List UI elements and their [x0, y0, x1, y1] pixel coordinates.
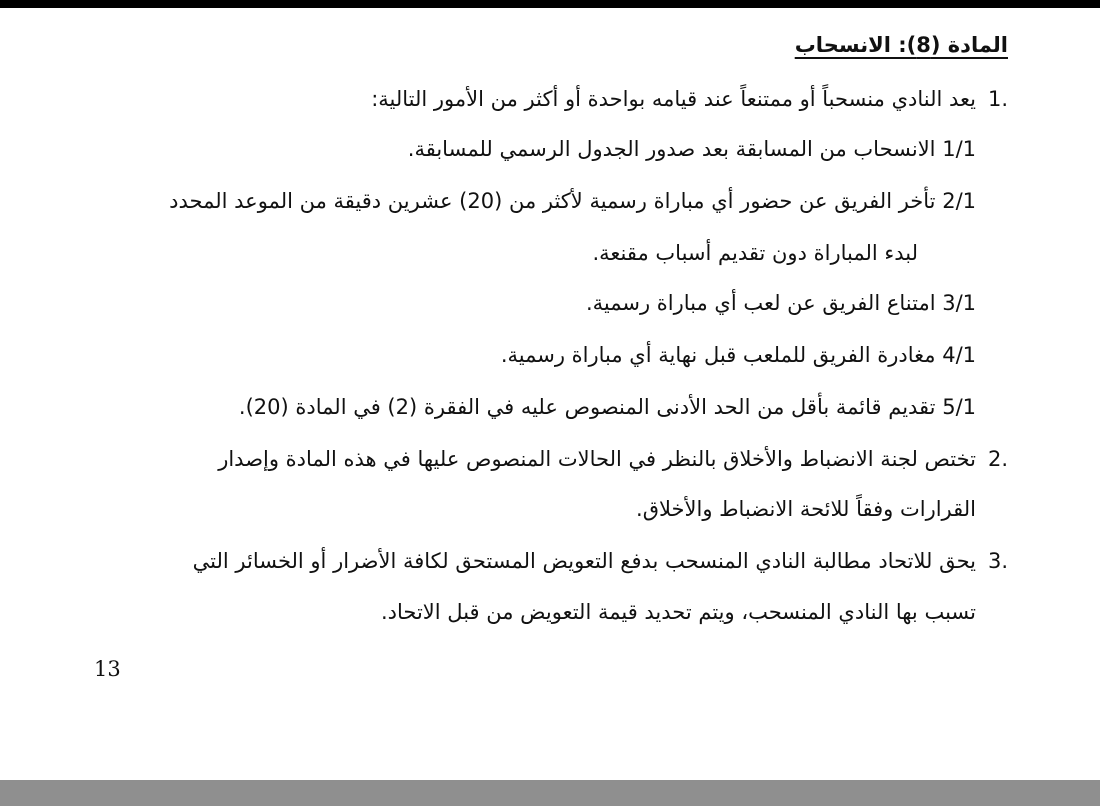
item-3-number: 3.	[988, 549, 1009, 573]
item-1-text: يعد النادي منسحباً أو ممتنعاً عند قيامه بواحدة أو أكثر من الأمور التالية:	[371, 87, 976, 111]
subitem-5-1: 5/1 تقديم قائمة بأقل من الحد الأدنى المنصوص عليه في الفقرة (2) في المادة (20).	[238, 395, 976, 419]
item-3-line-1: يحق للاتحاد مطالبة النادي المنسحب بدفع التعويض المستحق لكافة الأضرار أو الخسائر التي	[192, 549, 976, 573]
item-2-line-2: القرارات وفقاً للائحة الانضباط والأخلاق.	[636, 497, 976, 521]
subitem-2-1-line-2: لبدء المباراة دون تقديم أسباب مقنعة.	[592, 241, 918, 265]
subitem-3-1: 3/1 امتناع الفريق عن لعب أي مباراة رسمية.	[585, 291, 976, 315]
item-2-line-1: تختص لجنة الانضباط والأخلاق بالنظر في الحالات المنصوص عليها في هذه المادة وإصدار	[218, 447, 976, 471]
page-number: 13	[94, 657, 121, 681]
item-3-line-2: تسبب بها النادي المنسحب، ويتم تحديد قيمة التعويض من قبل الاتحاد.	[380, 600, 976, 624]
subitem-2-1-line-1: 2/1 تأخر الفريق عن حضور أي مباراة رسمية لأكثر من (20) عشرين دقيقة من الموعد المحدد	[169, 189, 976, 213]
bottom-toolbar	[0, 780, 1100, 806]
article-title: المادة (8): الانسحاب	[794, 33, 1008, 57]
item-1-number: 1.	[988, 87, 1009, 111]
subitem-4-1: 4/1 مغادرة الفريق للملعب قبل نهاية أي مباراة رسمية.	[500, 343, 976, 367]
subitem-1-1: 1/1 الانسحاب من المسابقة بعد صدور الجدول الرسمي للمسابقة.	[407, 137, 976, 161]
item-2-number: 2.	[988, 447, 1009, 471]
